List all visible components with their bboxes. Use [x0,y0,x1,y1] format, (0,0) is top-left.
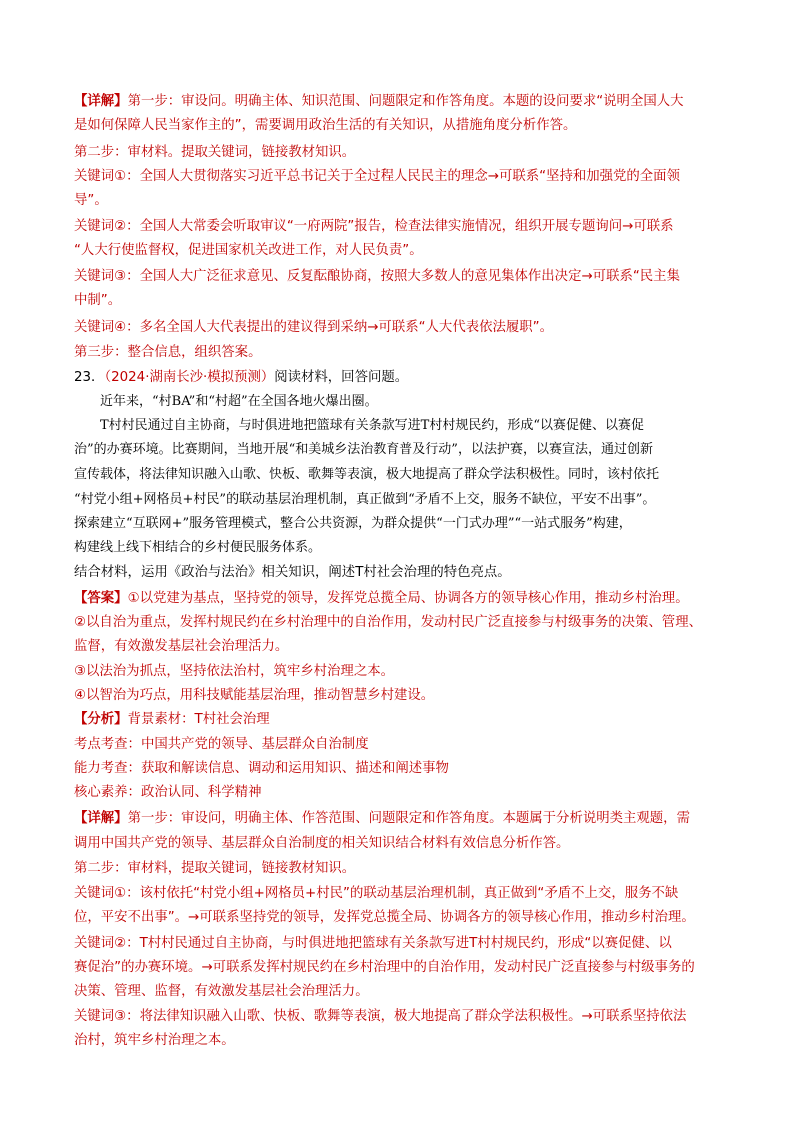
text-line [74,934,672,954]
text-span: 构建线上线下相结合的乡村便民服务体系。 [74,540,322,555]
text-span: 第二步：审材料，提取关键词，链接教材知识。 [74,861,356,876]
text-span: T村村民通过自主协商，与时俱进地把篮球有关条款写进T村村规民约，形成“以赛促健、以赛促 [100,418,644,433]
text-line [74,759,449,779]
text-span: 阅读材料，回答问题。 [274,370,409,385]
text-line [74,217,674,237]
text-span: 关键词④：多名全国人大代表提出的建议得到采纳→可联系“人大代表依法履职”。 [74,320,553,335]
text-span: 治”的办赛环境。比赛期间，当地开展“和美城乡法治教育普及行动”，以法护赛，以赛宣法，通过创新 [74,442,653,457]
text-span: 第一步：审设问，明确主体、作答范围、问题限定和作答角度。本题属于分析说明类主观题，需 [127,811,690,826]
text-line [100,416,644,436]
text-span: 关键词①：全国人大贯彻落实习近平总书记关于全过程人民民主的理念→可联系“坚持和加强党的全面领 [74,169,680,184]
text-span: ②以自治为重点，发挥村规民约在乡村治理中的自治作用，发动村民广泛直接参与村级事务的决策、管理、 [74,615,702,630]
text-span: 赛促治”的办赛环境。→可联系发挥村规民约在乡村治理中的自治作用，发动村民广泛直接参与村级事务的 [74,960,695,975]
text-span: 探索建立“互联网+”服务管理模式，整合公共资源，为群众提供“一门式办理”“一站式服务”构建， [74,516,632,531]
text-line [74,686,434,706]
text-span: 治村，筑牢乡村治理之本。 [74,1033,235,1048]
text-line [74,710,270,730]
text-span: 第一步：审设问。明确主体、知识范围、问题限定和作答角度。本题的设问要求“说明全国人大 [127,94,684,109]
text-span: 是如何保障人民当家作主的”，需要调用政治生活的有关知识，从措施角度分析作答。 [74,118,577,133]
text-span: 近年来，“村BA”和“村超”在全国各地火爆出圈。 [100,394,378,409]
text-line [74,465,659,485]
text-span: 第三步：整合信息，组织答案。 [74,345,262,360]
text-span: ④以智治为巧点，用科技赋能基层治理，推动智慧乡村建设。 [74,688,435,703]
text-line [74,908,695,928]
text-line [74,982,369,1002]
text-line [74,958,695,978]
section-tag: 【分析】 [74,712,128,727]
text-line [74,343,261,363]
text-span: 关键词②：全国人大常委会听取审议“一府两院”报告，检查法律实施情况，组织开展专题询问→可联系 [74,219,674,234]
section-tag: 【详解】 [74,94,128,109]
text-line [74,884,678,904]
text-line [74,834,569,854]
text-line [74,662,394,682]
text-line [100,392,378,412]
section-tag: 【答案】 [74,591,128,606]
text-span: ①以党建为基点，坚持党的领导，发挥党总揽全局、协调各方的领导核心作用，推动乡村治理。 [127,591,689,606]
text-line [74,291,121,311]
text-line [74,809,690,829]
text-span: 位，平安不出事”。→可联系坚持党的领导，发挥党总揽全局、协调各方的领导核心作用，推动乡村治理。 [74,910,695,925]
text-line [74,783,261,803]
text-line [74,368,408,388]
text-span: 关键词①：该村依托“村党小组+网格员+村民”的联动基层治理机制，真正做到“矛盾不上交，服务不缺 [74,886,679,901]
text-span: 背景素材：T村社会治理 [127,712,270,727]
text-line [74,167,680,187]
text-span: “村党小组+网格员+村民”的联动基层治理机制，真正做到“矛盾不上交，服务不缺位，平安不出事”。 [74,492,656,507]
text-span: 宣传载体，将法律知识融入山歌、快板、歌舞等表演，极大地提高了群众学法积极性。同时，该村依托 [74,467,660,482]
text-line [74,538,321,558]
text-span: “人大行使监督权，促进国家机关改进工作，对人民负责”。 [74,243,423,258]
text-span: 23． [74,370,105,385]
text-span: 调用中国共产党的领导、基层群众自治制度的相关知识结合材料有效信息分析作答。 [74,836,570,851]
text-span: 关键词③：全国人大广泛征求意见、反复酝酿协商，按照大多数人的意见集体作出决定→可联系“民主集 [74,269,680,284]
text-span: 考点考查：中国共产党的领导、基层群众自治制度 [74,737,369,752]
text-span: ③以法治为抓点，坚持依法治村，筑牢乡村治理之本。 [74,664,394,679]
text-line [74,563,511,583]
text-span: 导”。 [74,193,108,208]
text-line [74,1007,686,1027]
text-line [74,859,355,879]
section-tag: 【详解】 [74,811,128,826]
text-span: （2024·湖南长沙·模拟预测） [104,370,275,385]
text-line [74,241,423,261]
text-line [74,267,680,287]
text-span: 核心素养：政治认同、科学精神 [74,785,262,800]
text-span: 第二步：审材料。提取关键词，链接教材知识。 [74,145,356,160]
text-line [74,514,632,534]
text-span: 关键词③：将法律知识融入山歌、快板、歌舞等表演，极大地提高了群众学法积极性。→可联系坚持依法 [74,1009,687,1024]
text-line [74,613,702,633]
text-line [74,1031,235,1051]
text-line [74,440,653,460]
text-span: 结合材料，运用《政治与法治》相关知识，阐述T村社会治理的特色亮点。 [74,565,511,580]
text-span: 决策、管理、监督，有效激发基层社会治理活力。 [74,984,369,999]
text-line [74,92,684,112]
text-line [74,116,576,136]
text-span: 关键词②：T村村民通过自主协商，与时俱进地把篮球有关条款写进T村村规民约，形成“以赛促健、以 [74,936,672,951]
text-span: 中制”。 [74,293,122,308]
text-line [74,318,553,338]
text-line [74,191,108,211]
text-line [74,637,288,657]
text-line [74,490,655,510]
text-span: 能力考查：获取和解读信息、调动和运用知识、描述和阐述事物 [74,761,449,776]
text-line [74,589,689,609]
text-line [74,143,355,163]
text-span: 监督，有效激发基层社会治理活力。 [74,639,289,654]
text-line [74,735,369,755]
